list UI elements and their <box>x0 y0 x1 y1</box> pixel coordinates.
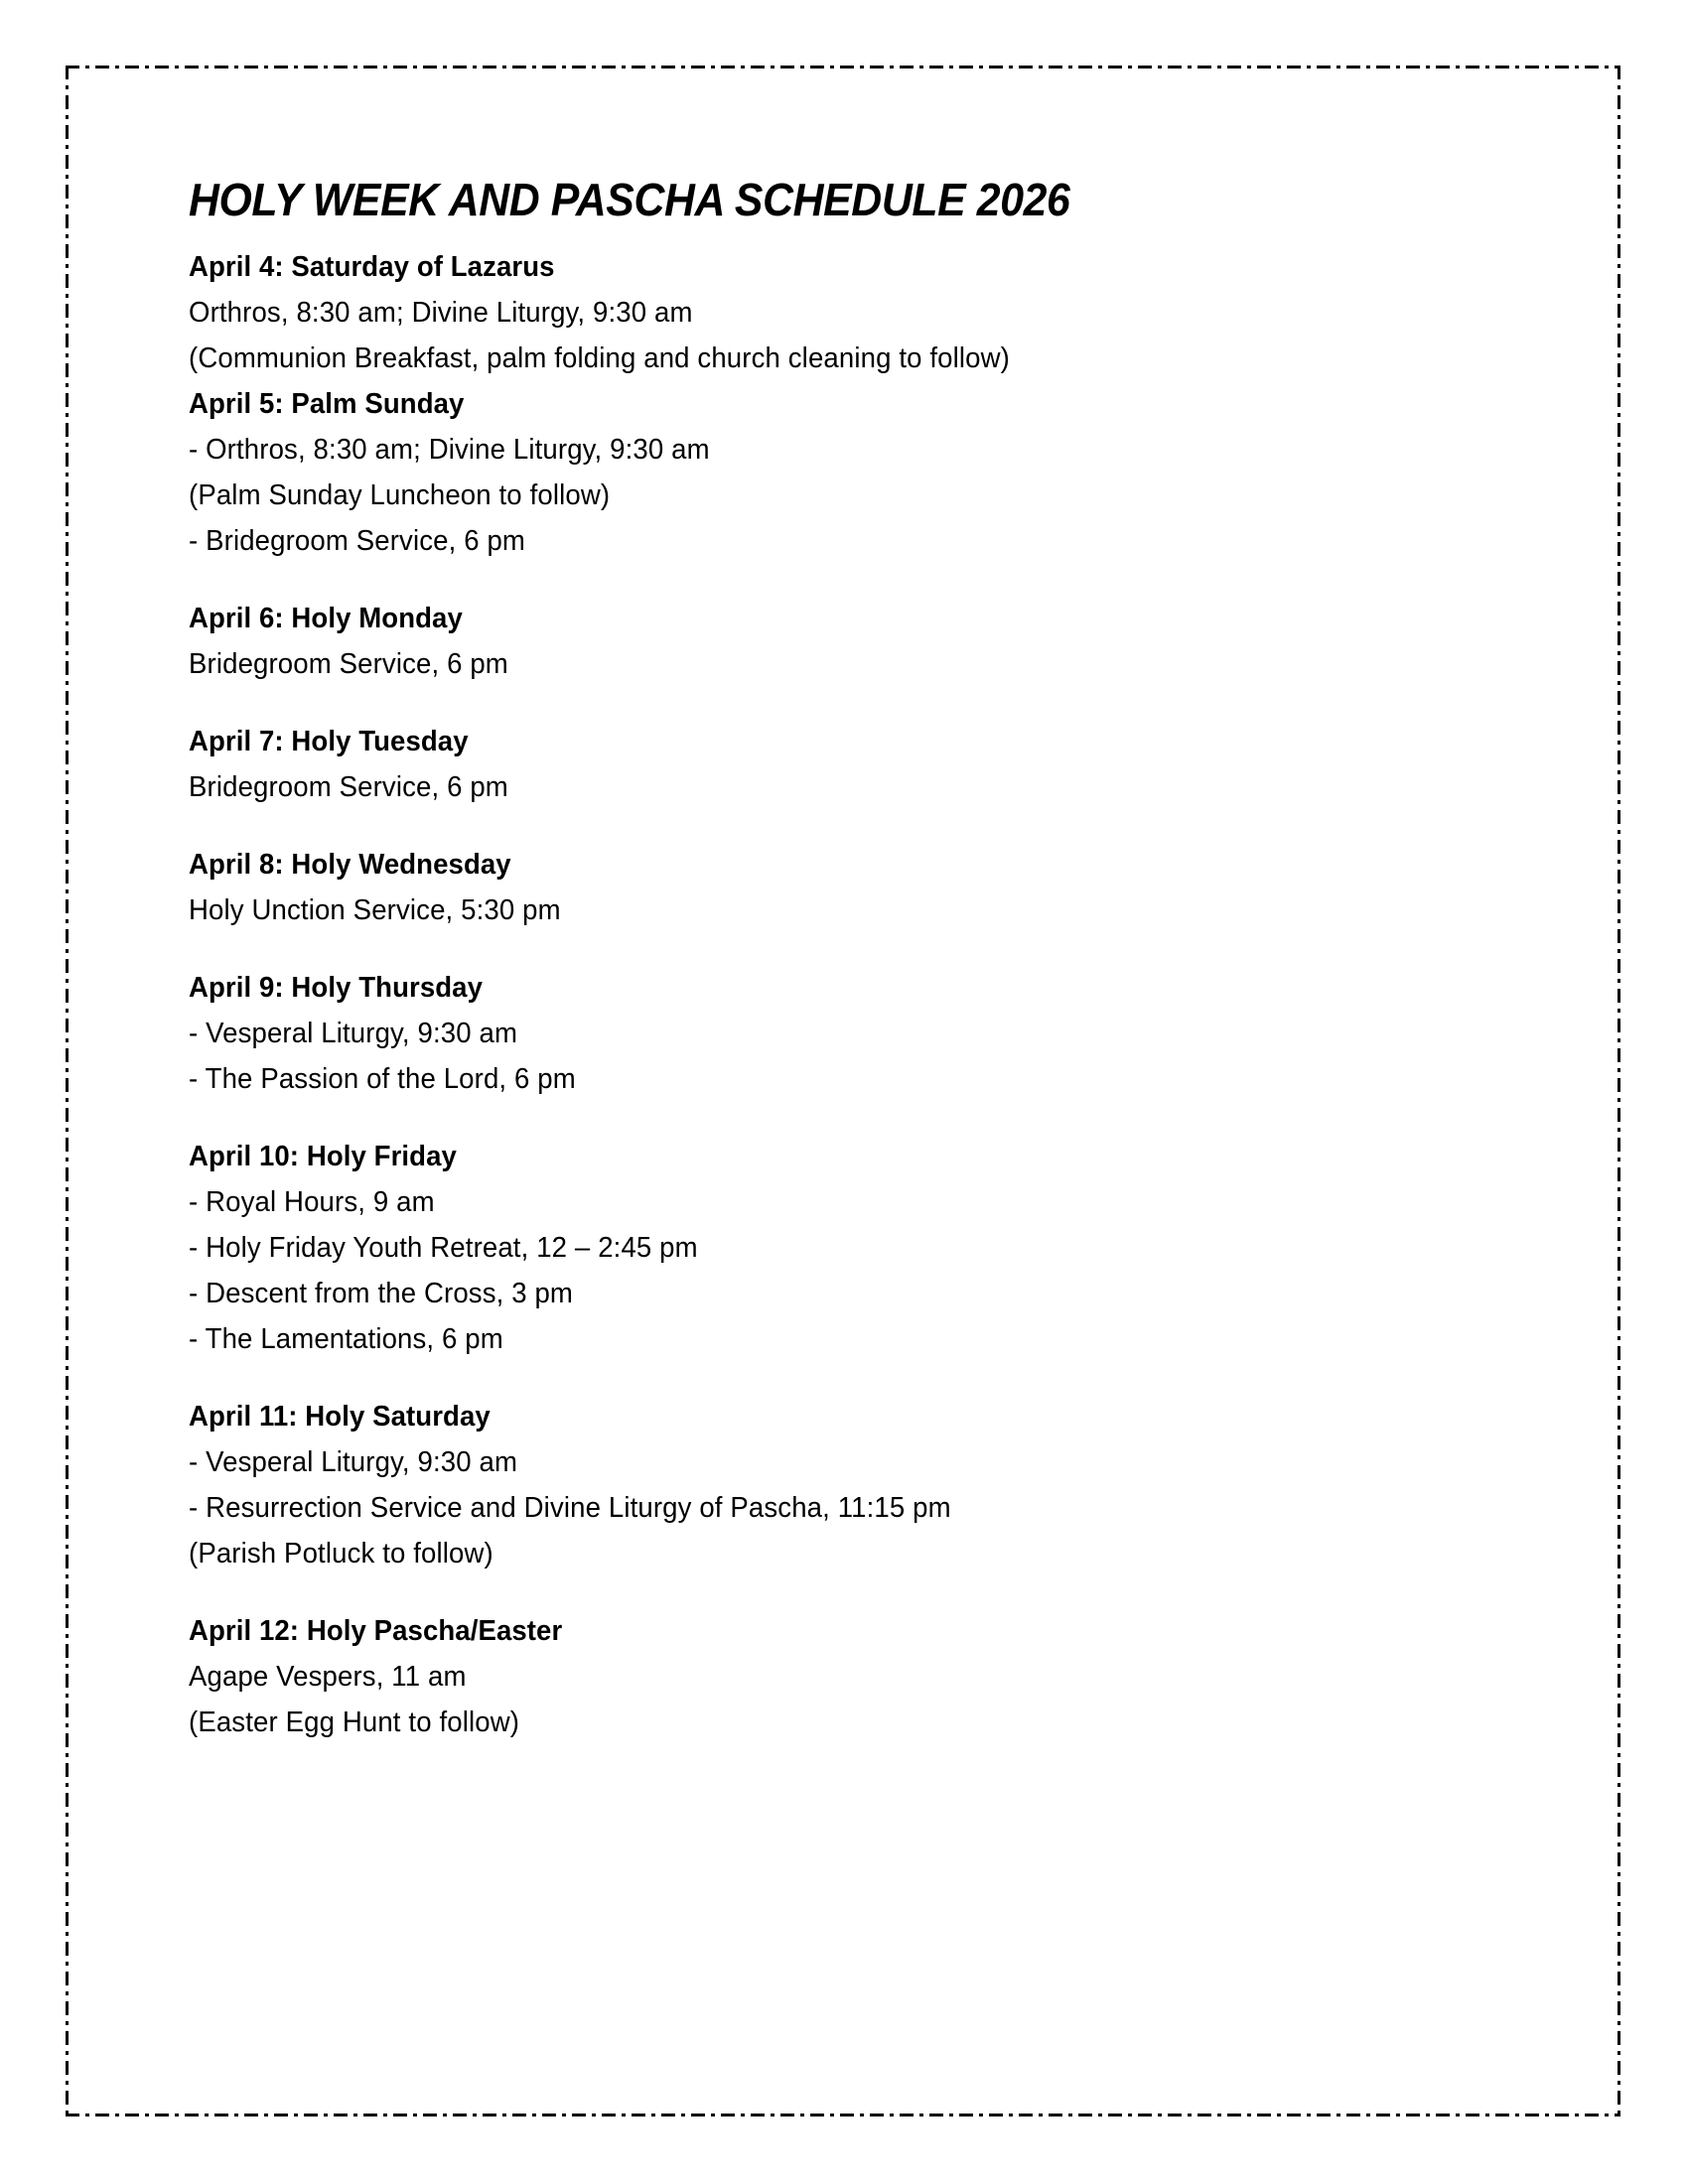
schedule-day-line: - Descent from the Cross, 3 pm <box>189 1278 574 1309</box>
schedule-block-spacer <box>189 687 1479 719</box>
page-border-right <box>1618 66 1620 2116</box>
schedule-day-block <box>189 965 1479 1102</box>
schedule-block-spacer <box>189 564 1479 596</box>
schedule-block-spacer <box>189 933 1479 965</box>
schedule-day-line: (Communion Breakfast, palm folding and church cleaning to follow) <box>189 342 1011 374</box>
schedule-day-heading: April 6: Holy Monday <box>189 603 463 634</box>
schedule-day-heading: April 9: Holy Thursday <box>189 972 484 1004</box>
schedule-day-line: (Palm Sunday Luncheon to follow) <box>189 479 611 511</box>
schedule-day-block <box>189 1394 1479 1576</box>
schedule-day-line: - Vesperal Liturgy, 9:30 am <box>189 1446 518 1478</box>
schedule-day-heading: April 5: Palm Sunday <box>189 388 465 420</box>
schedule-day-heading: April 7: Holy Tuesday <box>189 726 469 757</box>
schedule-day-line: Orthros, 8:30 am; Divine Liturgy, 9:30 am <box>189 297 693 329</box>
page-border-left <box>66 66 69 2116</box>
schedule-block-spacer <box>189 810 1479 842</box>
schedule-day-line: (Parish Potluck to follow) <box>189 1538 493 1570</box>
schedule-day-line: - Orthros, 8:30 am; Divine Liturgy, 9:30 am <box>189 434 710 466</box>
document-content <box>189 174 1479 1745</box>
schedule-day-heading: April 12: Holy Pascha/Easter <box>189 1615 563 1647</box>
schedule-day-line: - Holy Friday Youth Retreat, 12 – 2:45 pm <box>189 1232 698 1264</box>
schedule-day-block <box>189 1134 1479 1362</box>
schedule-day-line: - Resurrection Service and Divine Liturgy of Pascha, 11:15 pm <box>189 1492 951 1524</box>
schedule-day-line: - The Lamentations, 6 pm <box>189 1323 503 1355</box>
schedule-day-line: Bridegroom Service, 6 pm <box>189 771 508 803</box>
schedule-day-line: - Bridegroom Service, 6 pm <box>189 525 526 557</box>
schedule-block-spacer <box>189 1102 1479 1134</box>
schedule-day-heading: April 4: Saturday of Lazarus <box>189 251 555 283</box>
schedule-day-block <box>189 1608 1479 1745</box>
schedule-day-block <box>189 719 1479 810</box>
schedule-day-block <box>189 244 1479 381</box>
schedule-day-block <box>189 596 1479 687</box>
schedule-day-block <box>189 842 1479 933</box>
schedule-day-block <box>189 381 1479 564</box>
schedule-block-spacer <box>189 1362 1479 1394</box>
schedule-day-heading: April 10: Holy Friday <box>189 1141 457 1172</box>
schedule-day-line: Agape Vespers, 11 am <box>189 1661 467 1693</box>
schedule-list <box>189 244 1479 1745</box>
schedule-day-line: (Easter Egg Hunt to follow) <box>189 1706 520 1738</box>
schedule-day-heading: April 11: Holy Saturday <box>189 1401 491 1433</box>
schedule-day-line: Holy Unction Service, 5:30 pm <box>189 894 561 926</box>
schedule-day-line: Bridegroom Service, 6 pm <box>189 648 508 680</box>
schedule-block-spacer <box>189 1576 1479 1608</box>
schedule-day-line: - Vesperal Liturgy, 9:30 am <box>189 1018 518 1049</box>
schedule-day-line: - The Passion of the Lord, 6 pm <box>189 1063 576 1095</box>
schedule-day-heading: April 8: Holy Wednesday <box>189 849 511 881</box>
schedule-day-line: - Royal Hours, 9 am <box>189 1186 435 1218</box>
page-border-bottom <box>66 2114 1620 2116</box>
page-border-top <box>66 66 1620 68</box>
page-title: HOLY WEEK AND PASCHA SCHEDULE 2026 <box>189 174 1070 225</box>
